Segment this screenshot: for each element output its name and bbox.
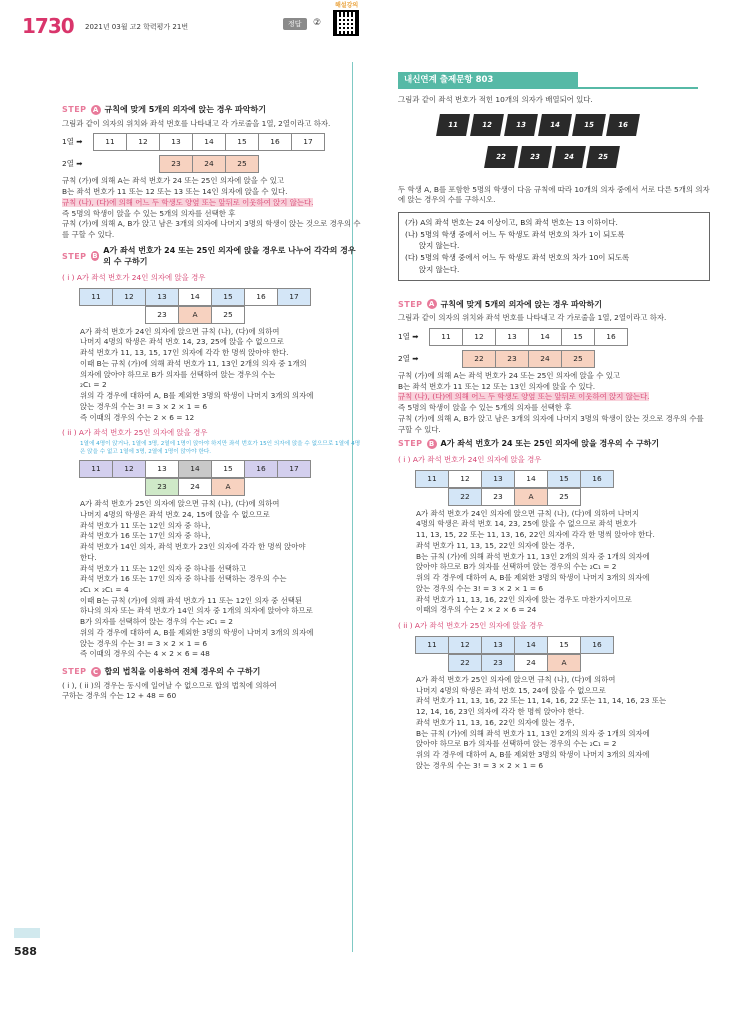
case1-row1: 11 12 13 14 15 16 17 <box>62 288 362 306</box>
page-number: 588 <box>14 945 37 958</box>
chair-11: 11 <box>436 114 470 136</box>
r-row1-diagram: 1열 ➡ 11 12 13 14 15 16 <box>398 328 710 346</box>
r-case1-explanation: A가 좌석 번호가 24인 의자에 앉으면 규칙 (나), (다)에 의하여 나머지 4명의 학생은 좌석 번호 14, 23, 25에 앉을 수 없으므로 좌석 번호가 11, 13, 15, 22 또는 11, 13, 16, 22인 의자에 각각 한 명씩 앉아야 한다. 좌석 번호가 11, 13, 15, 22인 의자에 앉는 경우, B는 규칙 (가)에 의해 좌석 번호가 11, 13인 2개의 의자 중 1개의 의자에 앉아야 하므로 B가 의자를 선택하여 앉는 경우의 수는 ₂C₁ = 2 위의 각 경우에 대하여 A, B를 제외한 3명의 학생이 나머지 3개의 의자에 앉는 경우의 수는 3! = 3 × 2 × 1 = 6 좌석 번호가 11, 13, 16, 22인 의자에 앉는 경우도 마찬가지이므로 이때의 경우의 수는 2 × 2 × 6 = 24 <box>416 508 655 615</box>
r-step-a-heading: STEP A 규칙에 맞게 5개의 의자에 앉는 경우 파악하기 <box>398 299 602 309</box>
r-case2-row2: 22 23 24 A <box>398 654 710 672</box>
row2-diagram: 2열 ➡ 23 24 25 <box>62 155 362 173</box>
r-step-b-heading: STEP B A가 좌석 번호가 24 또는 25인 의자에 앉을 경우의 수 구하기 <box>398 439 660 449</box>
r-case2-explanation: A가 좌석 번호가 25인 의자에 앉으면 규칙 (나), (다)에 의하여 나머지 4명의 학생은 좌석 번호 15, 24에 앉을 수 없으므로 좌석 번호가 11, 13, 16, 22 또는 11, 14, 16, 22 또는 11, 14, 16, 23 또는 12, 14, 16, 23인 의자에 각각 한 명씩 앉아야 한다. 좌석 번호가 11, 13, 16, 22인 의자에 앉는 경우, B는 규칙 (가)에 의해 좌석 번호가 11, 13인 2개의 의자 중 1개의 의자에 앉아야 하므로 B가 의자를 선택하여 앉는 경우의 수는 ₂C₁ = 2 위의 각 경우에 대하여 A, B를 제외한 3명의 학생이 나머지 3개의 의자에 앉는 경우의 수는 3! = 3 × 2 × 1 = 6 <box>416 674 667 770</box>
qr-code-icon[interactable] <box>333 10 359 36</box>
case2-row2: 23 24 A <box>62 478 362 496</box>
question-intro: 그림과 같이 좌석 번호가 적힌 10개의 의자가 배열되어 있다. <box>398 94 593 104</box>
case2-title: ( ii ) A가 좌석 번호가 25인 의자에 앉을 경우 <box>62 428 208 438</box>
answer-label: 정답 <box>283 18 307 30</box>
chair-15: 15 <box>572 114 606 136</box>
r-case1-row2: 22 23 A 25 <box>398 488 710 506</box>
chair-13: 13 <box>504 114 538 136</box>
case1-title: ( i ) A가 좌석 번호가 24인 의자에 앉을 경우 <box>62 272 206 282</box>
right-column: 내신연계 출제문항 803 그림과 같이 좌석 번호가 적힌 10개의 의자가 배열되어 있다. 11 12 13 14 15 16 22 23 24 25 두 학생 A, B를 포함한 5명의 학생이 다음 규칙에 따라 10개의 의자 중에서 서로 다른 5개의 의자에 앉는 경우의 수를 구하시오. (가) A의 좌석 번호는 24 이상이고, B의 좌석 번호는 13 이하이다. (나) 5명의 학생 중에서 어느 두 학생도 좌석 번호의 차가 1이 되도록 앉지 않는다. (다) 5명의 학생 중에서 어느 두 학생도 좌석 번호의 차가 10이 되도록 앉지 않는다. STEP A 규칙에 맞게 5개의 의자에 앉는 경우 파악하기 그림과 같이 의자의 위치와 좌석 번호를 나타내고 각 가로줄을 1열, 2열이라고 하자. 1열 ➡ 11 12 13 14 15 16 2열 ➡ 22 23 24 25 규칙 (가)에 의해 A는 좌석 번호가 24 또는 25인 의자에 앉을 수 있고 B는 좌석 번호가 11 또는 12 또는 13인 의자에 앉을 수 있다. 규칙 (나), (다)에 의해 어느 두 학생도 양옆 또는 앞뒤로 이웃하여 앉지 않는다. 즉 5명의 학생이 앉을 수 있는 5개의 의자를 선택한 후 규칙 (가)에 의해 A, B가 앉고 남은 3개의 의자에 나머지 3명의 학생이 앉는 것으로 경우의 수를 구할 수 있다. STEP B A가 좌석 번호가 24 또는 25인 의자에 앉을 경우의 수 구하기 ( i ) A가 좌석 번호가 24인 의자에 앉을 경우 11 12 13 14 15 16 22 23 A 25 A가 좌석 번호가 24인 의자에 앉으면 규칙 (나), (다)에 의하여 나머지 4명의 학생은 좌석 번호 14, 23, 25에 앉을 수 없으므로 좌석 번호가 11, 13, 15, 22 또는 11, 13, 16, 22인 의자에 각각 한 명씩 앉아야 한다. 좌석 번호가 11, 13, 15, 22인 의자에 앉는 경우, B는 규칙 (가)에 의해 좌석 번호가 11, 13인 2개의 의자 중 1개의 의자에 앉아야 하므로 B가 의자를 선택하여 앉는 경우의 수는 ₂C₁ = 2 위의 각 경우에 대하여 A, B를 제외한 3명의 학생이 나머지 3개의 의자에 앉는 경우의 수는 3! = 3 × 2 × 1 = 6 좌석 번호가 11, 13, 16, 22인 의자에 앉는 경우도 마찬가지이므로 이때의 경우의 수는 2 × 2 × 6 = 24 ( ii ) A가 좌석 번호가 25인 의자에 앉을 경우 11 12 13 14 15 16 22 23 24 A A가 좌석 번호가 25인 의자에 앉으면 규칙 (나), (다)에 의하여 나머지 4명의 학생은 좌석 번호 15, 24에 앉을 수 없으므로 좌석 번호가 11, 13, 16, 22 또는 11, 14, 16, 22 또는 11, 14, 16, 23 또는 12, 14, 16, 23인 의자에 각각 한 명씩 앉아야 한다. 좌석 번호가 11, 13, 16, 22인 의자에 앉는 경우, B는 규칙 (가)에 의해 좌석 번호가 11, 13인 2개의 의자 중 1개의 의자에 앉아야 하므로 B가 의자를 선택하여 앉는 경우의 수는 ₂C₁ = 2 위의 각 경우에 대하여 A, B를 제외한 3명의 학생이 나머지 3개의 의자에 앉는 경우의 수는 3! = 3 × 2 × 1 = 6 <box>398 72 710 771</box>
left-column: STEP A 규칙에 맞게 5개의 의자에 앉는 경우 파악하기 그림과 같이 의자의 위치와 좌석 번호를 나타내고 각 가로줄을 1열, 2열이라고 하자. 1열 ➡ 11 12 13 14 15 16 17 2열 ➡ 23 24 25 규칙 (가)에 의해 A는 좌석 번호가 24 또는 25인 의자에 앉을 수 있고 B는 좌석 번호가 11 또는 12 또는 13 또는 14인 의자에 앉을 수 있다. 규칙 (나), (다)에 의해 어느 두 학생도 양옆 또는 앞뒤로 이웃하여 앉지 않는다. 즉 5명의 학생이 앉을 수 있는 5개의 의자를 선택한 후 규칙 (가)에 의해 A, B가 앉고 남은 3개의 의자에 나머지 3명의 학생이 앉는 것으로 경우의 수를 구할 수 있다. STEP B A가 좌석 번호가 24 또는 25인 의자에 앉을 경우로 나누어 각각의 경우의 수 구하기 ( i ) A가 좌석 번호가 24인 의자에 앉을 경우 11 12 13 14 15 16 17 23 A 25 A가 좌석 번호가 24인 의자에 앉으면 규칙 (나), (다)에 의하여 나머지 4명의 학생은 좌석 번호 14, 23, 25에 앉을 수 없으므로 좌석 번호가 11, 13, 15, 17인 의자에 각각 한 명씩 앉아야 한다. 이때 B는 규칙 (가)에 의해 좌석 번호가 11, 13인 2개의 의자 중 1개의 의자에 앉아야 하므로 B가 의자를 선택하여 앉는 경우의 수는 ₂C₁ = 2 위의 각 경우에 대하여 A, B를 제외한 3명의 학생이 나머지 3개의 의자에 앉는 경우의 수는 3! = 3 × 2 × 1 = 6 즉 이때의 경우의 수는 2 × 6 = 12 ( ii ) A가 좌석 번호가 25인 의자에 앉을 경우 1열에 4명이 앉거나, 1열에 3명, 2열에 1명이 앉아야 하지만 좌석 번호가 15인 의자에 앉을 수 없으므로 1열에 4명은 앉을 수 없고 1열에 3명, 2열에 1명이 앉아야 한다. 11 12 13 14 15 16 17 23 24 A A가 좌석 번호가 25인 의자에 앉으면 규칙 (나), (다)에 의하여 나머지 4명의 학생은 좌석 번호 24, 15에 앉을 수 없으므로 좌석 번호가 11 또는 12인 의자 중 하나, 좌석 번호가 16 또는 17인 의자 중 하나, 좌석 번호가 14인 의자, 좌석 번호가 23인 의자에 각각 한 명씩 앉아야 한다. 좌석 번호가 11 또는 12인 의자 중 하나를 선택하고 좌석 번호가 16 또는 17인 의자 중 하나를 선택하는 경우의 수는 ₂C₁ × ₂C₁ = 4 이때 B는 규칙 (가)에 의해 좌석 번호가 11 또는 12인 의자 중 선택된 하나의 의자 또는 좌석 번호가 14인 의자 중 1개의 의자에 앉아야 하므로 B가 의자를 선택하여 앉는 경우의 수는 ₂C₁ = 2 위의 각 경우에 대하여 A, B를 제외한 3명의 학생이 나머지 3개의 의자에 앉는 경우의 수는 3! = 3 × 2 × 1 = 6 즉 이때의 경우의 수는 4 × 2 × 6 = 48 STEP C 합의 법칙을 이용하여 전체 경우의 수 구하기 ( i ), ( ii )의 경우는 동시에 일어날 수 없으므로 합의 법칙에 의하여 구하는 경우의 수는 12 + 48 = 60 <box>62 105 361 701</box>
qr-label: 해설강의 <box>335 2 359 9</box>
answer-value: ② <box>313 18 322 28</box>
case2-row1: 11 12 13 14 15 16 17 <box>62 460 362 478</box>
question-text: 두 학생 A, B를 포함한 5명의 학생이 다음 규칙에 따라 10개의 의자 중에서 서로 다른 5개의 의자에 앉는 경우의 수를 구하시오. <box>398 184 710 205</box>
chair-16: 16 <box>606 114 640 136</box>
chair-24: 24 <box>552 146 586 168</box>
step-c-heading: STEP C 합의 법칙을 이용하여 전체 경우의 수 구하기 <box>62 667 261 677</box>
chair-14: 14 <box>538 114 572 136</box>
case2-explanation: A가 좌석 번호가 25인 의자에 앉으면 규칙 (나), (다)에 의하여 나머지 4명의 학생은 좌석 번호 24, 15에 앉을 수 없으므로 좌석 번호가 11 또는 12인 의자 중 하나, 좌석 번호가 16 또는 17인 의자 중 하나, 좌석 번호가 14인 의자, 좌석 번호가 23인 의자에 각각 한 명씩 앉아야 한다. 좌석 번호가 11 또는 12인 의자 중 하나를 선택하고 좌석 번호가 16 또는 17인 의자 중 하나를 선택하는 경우의 수는 ₂C₁ × ₂C₁ = 4 이때 B는 규칙 (가)에 의해 좌석 번호가 11 또는 12인 의자 중 선택된 하나의 의자 또는 좌석 번호가 14인 의자 중 1개의 의자에 앉아야 하므로 B가 의자를 선택하여 앉는 경우의 수는 ₂C₁ = 2 위의 각 경우에 대하여 A, B를 제외한 3명의 학생이 나머지 3개의 의자에 앉는 경우의 수는 3! = 3 × 2 × 1 = 6 즉 이때의 경우의 수는 4 × 2 × 6 = 48 <box>80 499 314 659</box>
case2-note: 1열에 4명이 앉거나, 1열에 3명, 2열에 1명이 앉아야 하지만 좌석 번호가 15인 의자에 앉을 수 없으므로 1열에 4명은 앉을 수 없고 1열에 3명, 2열에 1명이 앉아야 한다. <box>80 441 361 455</box>
chair-22: 22 <box>484 146 518 168</box>
case1-explanation: A가 좌석 번호가 24인 의자에 앉으면 규칙 (나), (다)에 의하여 나머지 4명의 학생은 좌석 번호 14, 23, 25에 앉을 수 없으므로 좌석 번호가 11, 13, 15, 17인 의자에 각각 한 명씩 앉아야 한다. 이때 B는 규칙 (가)에 의해 좌석 번호가 11, 13인 2개의 의자 중 1개의 의자에 앉아야 하므로 B가 의자를 선택하여 앉는 경우의 수는 ₂C₁ = 2 위의 각 경우에 대하여 A, B를 제외한 3명의 학생이 나머지 3개의 의자에 앉는 경우의 수는 3! = 3 × 2 × 1 = 6 즉 이때의 경우의 수는 2 × 6 = 12 <box>80 326 314 422</box>
r-row2-diagram: 2열 ➡ 22 23 24 25 <box>398 350 710 368</box>
intro-text: 그림과 같이 의자의 위치와 좌석 번호를 나타내고 각 가로줄을 1열, 2열이라고 하자. <box>62 118 331 128</box>
step-a-heading: STEP A 규칙에 맞게 5개의 의자에 앉는 경우 파악하기 <box>62 105 266 114</box>
problem-number: 1730 <box>22 14 74 38</box>
chair-12: 12 <box>470 114 504 136</box>
row1-diagram: 1열 ➡ 11 12 13 14 15 16 17 <box>62 133 362 151</box>
final-answer-2: 구하는 경우의 수는 12 + 48 = 60 <box>62 691 177 701</box>
chair-25: 25 <box>586 146 620 168</box>
case1-row2: 23 A 25 <box>62 306 362 324</box>
final-answer-1: ( i ), ( ii )의 경우는 동시에 일어날 수 없으므로 합의 법칙에 의하여 <box>62 680 277 690</box>
r-case2-row1: 11 12 13 14 15 16 <box>398 636 710 654</box>
step-b-heading: STEP B A가 좌석 번호가 24 또는 25인 의자에 앉을 경우로 나누어 각각의 경우의 수 구하기 <box>62 245 356 267</box>
chair-23: 23 <box>518 146 552 168</box>
rules-box: (가) A의 좌석 번호는 24 이상이고, B의 좌석 번호는 13 이하이다. (나) 5명의 학생 중에서 어느 두 학생도 좌석 번호의 차가 1이 되도록 앉지 않는다. (다) 5명의 학생 중에서 어느 두 학생도 좌석 번호의 차가 10이 되도록 앉지 않는다. <box>398 212 710 281</box>
page-tab-marker <box>14 928 40 938</box>
problem-source: 2021년 03월 고2 학력평가 21번 <box>85 23 189 31</box>
chairs-illustration <box>438 110 710 182</box>
r-case1-row1: 11 12 13 14 15 16 <box>398 470 710 488</box>
related-problem-banner: 내신연계 출제문항 803 <box>398 72 578 88</box>
